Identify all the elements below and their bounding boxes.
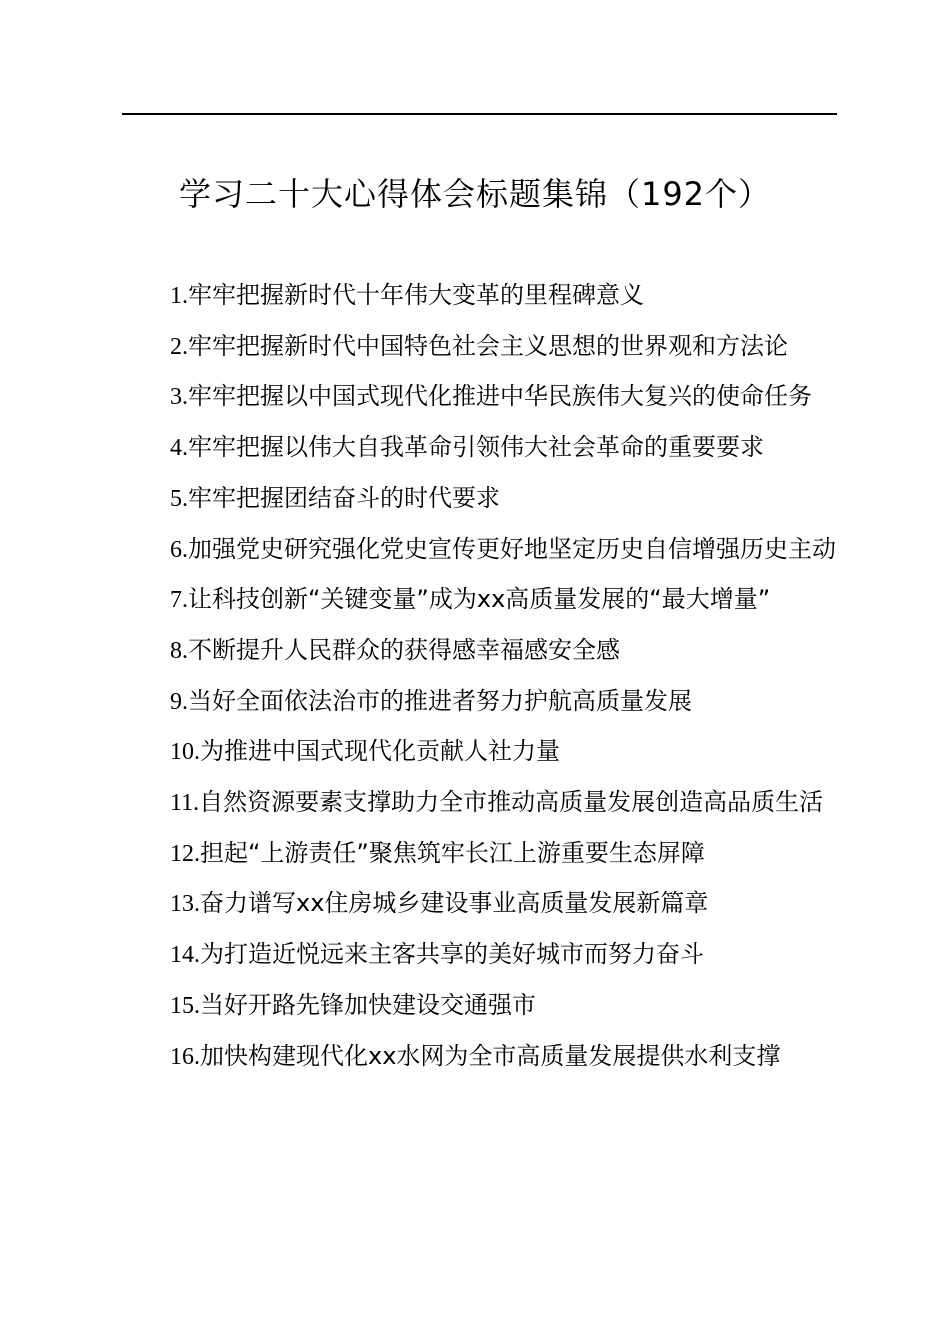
item-text: 奋力谱写xx住房城乡建设事业高质量发展新篇章 [200,889,709,918]
item-text: 牢牢把握新时代中国特色社会主义思想的世界观和方法论 [188,331,788,360]
item-number: 2. [170,333,188,360]
item-text: 为推进中国式现代化贡献人社力量 [200,737,560,766]
list-item [122,322,838,373]
list-item [122,1032,838,1083]
item-number: 4. [170,435,188,462]
document-title: 学习二十大心得体会标题集锦（192个） [178,175,772,213]
item-number: 1. [170,283,188,309]
item-text: 让科技创新“关键变量”成为xx高质量发展的“最大增量” [188,585,771,614]
list-item [122,778,838,829]
item-number: 3. [170,384,188,411]
item-text: 当好开路先锋加快建设交通强市 [200,990,536,1019]
item-number: 8. [170,637,188,664]
item-number: 5. [170,485,188,512]
list-item [122,372,838,423]
item-number: 9. [170,688,188,715]
item-number: 6. [170,536,188,563]
list-item [122,727,838,778]
header-rule [122,113,837,115]
item-text: 牢牢把握团结奋斗的时代要求 [188,483,500,512]
item-text: 加强党史研究强化党史宣传更好地坚定历史自信增强历史主动 [188,534,836,563]
item-number: 11. [170,790,200,817]
item-text: 牢牢把握以伟大自我革命引领伟大社会革命的重要要求 [188,433,764,462]
list-item [122,271,838,322]
list-item [122,879,838,930]
item-text: 自然资源要素支撑助力全市推动高质量发展创造高品质生活 [199,788,824,817]
item-number: 7. [170,587,188,614]
item-text: 不断提升人民群众的获得感幸福感安全感 [188,635,620,664]
item-text: 当好全面依法治市的推进者努力护航高质量发展 [188,686,692,715]
list-item [122,575,838,626]
item-text: 牢牢把握新时代十年伟大变革的里程碑意义 [188,281,644,309]
title-list [122,271,838,1082]
list-item [122,474,838,525]
item-number: 10. [170,739,200,766]
item-text: 为打造近悦远来主客共享的美好城市而努力奋斗 [200,940,704,969]
item-number: 14. [170,942,200,969]
item-text: 担起“上游责任”聚焦筑牢长江上游重要生态屏障 [200,838,705,867]
item-text: 加快构建现代化xx水网为全市高质量发展提供水利支撑 [200,1041,781,1070]
list-item [122,829,838,880]
item-number: 13. [170,891,200,918]
item-text: 牢牢把握以中国式现代化推进中华民族伟大复兴的使命任务 [188,382,812,411]
list-item [122,423,838,474]
item-number: 12. [170,840,200,867]
list-item [122,525,838,576]
list-item [122,930,838,981]
item-number: 15. [170,992,200,1019]
list-item [122,677,838,728]
list-item [122,981,838,1032]
list-item [122,626,838,677]
item-number: 16. [170,1043,200,1070]
